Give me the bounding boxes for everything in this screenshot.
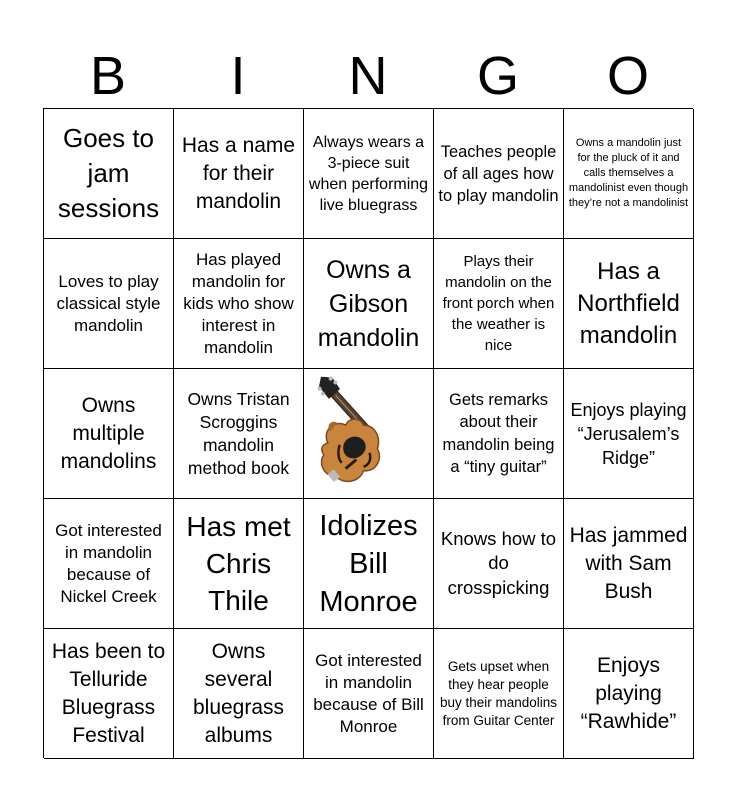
cell-text: Enjoys playing “Rawhide” xyxy=(580,653,677,733)
bingo-cell[interactable] xyxy=(304,499,434,629)
cell-text: Teaches people of all ages how to play mandolin xyxy=(438,142,559,205)
cell-text: Owns multiple mandolins xyxy=(60,393,157,473)
bingo-cell[interactable] xyxy=(174,239,304,369)
header-letter-i: I xyxy=(230,46,246,106)
bingo-cell[interactable] xyxy=(174,369,304,499)
cell-text: Loves to play classical style mandolin xyxy=(56,271,161,335)
cell-text: Enjoys playing “Jerusalem’s Ridge” xyxy=(570,399,687,468)
cell-text: Got interested in mandolin because of Nickel Creek xyxy=(55,520,162,606)
bingo-cell[interactable] xyxy=(174,499,304,629)
cell-text: Goes to jam sessions xyxy=(57,123,160,223)
header-letter-n: N xyxy=(348,46,388,106)
bingo-cell[interactable] xyxy=(304,239,434,369)
cell-text: Has a name for their mandolin xyxy=(181,133,296,213)
bingo-cell[interactable] xyxy=(434,629,564,759)
cell-text: Has jammed with Sam Bush xyxy=(569,523,688,603)
bingo-cell[interactable] xyxy=(564,629,694,759)
cell-text: Owns several bluegrass albums xyxy=(192,639,285,747)
bingo-cell[interactable] xyxy=(44,499,174,629)
bingo-header xyxy=(43,44,693,108)
header-letter-o: O xyxy=(606,46,649,106)
cell-text: Always wears a 3-piece suit when performing live bluegrass xyxy=(308,133,429,214)
bingo-cell[interactable] xyxy=(564,499,694,629)
cell-text: Has played mandolin for kids who show interest in mandolin xyxy=(183,249,294,357)
cell-text: Owns a mandolin just for the pluck of it and calls themselves a mandolinist even though they’re not a mandolinist xyxy=(568,137,689,209)
cell-text: Idolizes Bill Monroe xyxy=(319,509,418,618)
cell-text: Knows how to do crosspicking xyxy=(440,527,557,598)
bingo-cell[interactable] xyxy=(44,369,174,499)
bingo-cell[interactable] xyxy=(174,629,304,759)
bingo-cell[interactable] xyxy=(174,109,304,239)
cell-text: Plays their mandolin on the front porch when the weather is nice xyxy=(442,253,555,354)
bingo-cell[interactable] xyxy=(564,109,694,239)
bingo-cell[interactable] xyxy=(304,629,434,759)
bingo-cell[interactable] xyxy=(434,109,564,239)
bingo-cell[interactable] xyxy=(44,239,174,369)
cell-text: Got interested in mandolin because of Bill Monroe xyxy=(313,650,424,736)
cell-text: Has met Chris Thile xyxy=(186,511,291,616)
bingo-cell[interactable] xyxy=(434,369,564,499)
bingo-cell[interactable] xyxy=(304,109,434,239)
cell-text: Owns a Gibson mandolin xyxy=(317,255,420,352)
header-letter-g: G xyxy=(476,46,519,106)
header-letter-b: B xyxy=(89,46,127,106)
mandolin-icon xyxy=(308,373,429,495)
bingo-cell[interactable] xyxy=(44,629,174,759)
free-space-cell[interactable] xyxy=(304,369,434,499)
bingo-cell[interactable] xyxy=(434,239,564,369)
bingo-grid xyxy=(43,108,693,758)
cell-text: Gets upset when they hear people buy their mandolins from Guitar Center xyxy=(439,658,558,728)
bingo-cell[interactable] xyxy=(44,109,174,239)
cell-text: Gets remarks about their mandolin being a “tiny guitar” xyxy=(442,390,555,476)
cell-text: Has been to Telluride Bluegrass Festival xyxy=(51,639,166,747)
cell-text: Owns Tristan Scroggins mandolin method book xyxy=(187,388,290,478)
bingo-cell[interactable] xyxy=(434,499,564,629)
bingo-cell[interactable] xyxy=(564,239,694,369)
bingo-cell[interactable] xyxy=(564,369,694,499)
cell-text: Has a Northfield mandolin xyxy=(577,257,680,349)
